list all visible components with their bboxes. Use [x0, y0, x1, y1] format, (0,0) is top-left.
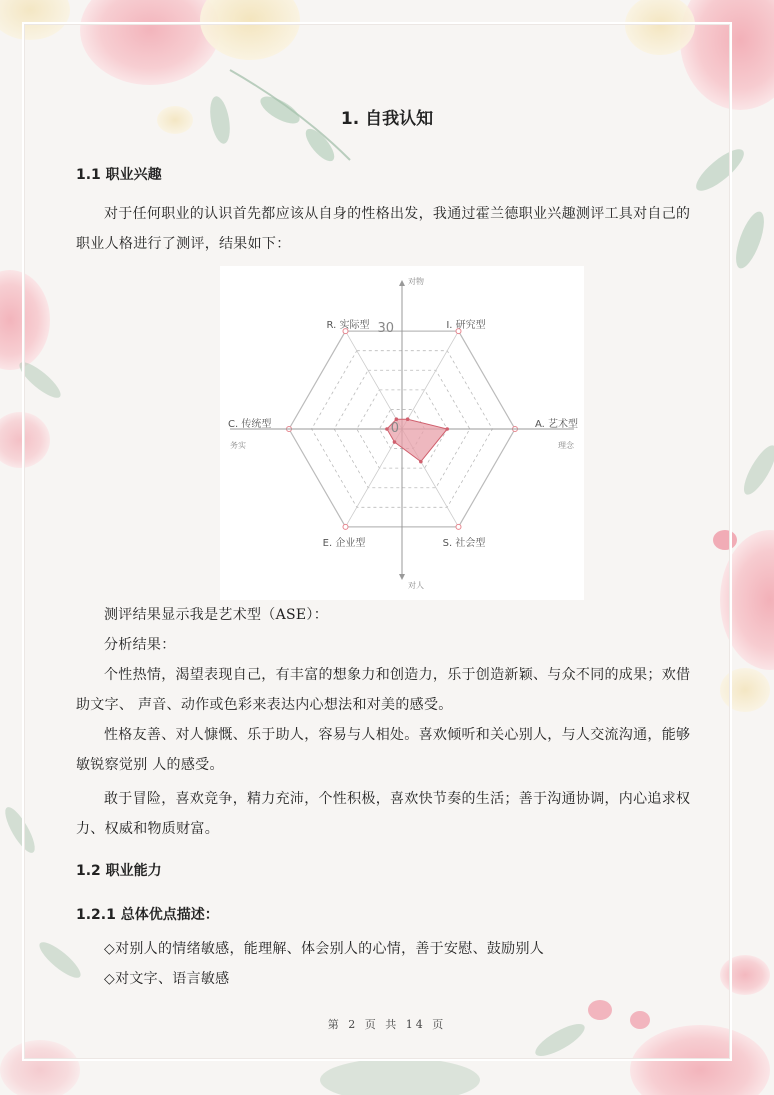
holland-radar-chart — [220, 266, 584, 600]
scale-min-label: 0 — [390, 421, 399, 436]
radar-data-point — [445, 427, 449, 431]
intro-paragraph: 对于任何职业的认识首先都应该从自身的性格出发，我通过霍兰德职业兴趣测评工具对自己的职业人格进行了测评，结果如下： — [76, 206, 691, 252]
radar-vertex-dot — [343, 524, 348, 529]
radar-data-point — [393, 440, 397, 444]
page-footer: 第 2 页 共 14 页 — [327, 1018, 447, 1031]
radar-axis-label: I. 研究型 — [446, 320, 486, 331]
radar-data-point — [385, 427, 389, 431]
heading-career-ability: 1.2 职业能力 — [76, 863, 162, 879]
radar-axis-label: C. 传统型 — [228, 419, 272, 430]
radar-spoke — [402, 331, 459, 429]
radar-axis-label: A. 艺术型 — [534, 419, 578, 430]
axis-bottom-label: 对人 — [408, 581, 424, 590]
strength-item-2: ◇对文字、语言敏感 — [104, 971, 230, 987]
radar-axis-label: E. 企业型 — [322, 538, 366, 549]
analysis-label: 分析结果： — [104, 637, 176, 653]
radar-axis-label: R. 实际型 — [326, 320, 370, 331]
axis-arrow-icon — [399, 574, 405, 580]
radar-data-point — [419, 460, 423, 464]
heading-career-interest: 1.1 职业兴趣 — [76, 167, 162, 183]
axis-right-label: 理念 — [558, 441, 574, 450]
axis-top-label: 对物 — [408, 277, 424, 286]
radar-axis-label: S. 社会型 — [442, 538, 486, 549]
analysis-paragraph-3: 敢于冒险，喜欢竞争，精力充沛，个性积极，喜欢快节奏的生活；善于沟通协调，内心追求权力、权威和物质财富。 — [76, 791, 691, 837]
analysis-paragraph-2: 性格友善、对人慷慨、乐于助人，容易与人相处。喜欢倾听和关心别人，与人交流沟通，能够敏锐察觉别 人的感受。 — [76, 727, 691, 773]
axis-left-label: 务实 — [230, 441, 246, 450]
radar-vertex-dot — [456, 524, 461, 529]
radar-spoke — [346, 331, 403, 429]
result-line: 测评结果显示我是艺术型（ASE）： — [104, 607, 329, 623]
radar-svg — [220, 266, 584, 600]
analysis-paragraph-1: 个性热情，渴望表现自己，有丰富的想象力和创造力，乐于创造新颖、与众不同的成果；欢借助文字、 声音、动作或色彩来表达内心想法和对美的感受。 — [76, 667, 691, 713]
strength-item-1: ◇对别人的情绪敏感，能理解、体会别人的心情，善于安慰、鼓励别人 — [104, 941, 545, 957]
radar-data-point — [406, 417, 410, 421]
heading-overall-strengths: 1.2.1 总体优点描述： — [76, 907, 219, 923]
scale-max-label: 30 — [377, 321, 394, 336]
section-title: 1. 自我认知 — [340, 109, 434, 129]
axis-arrow-icon — [399, 280, 405, 286]
radar-spoke — [346, 429, 403, 527]
